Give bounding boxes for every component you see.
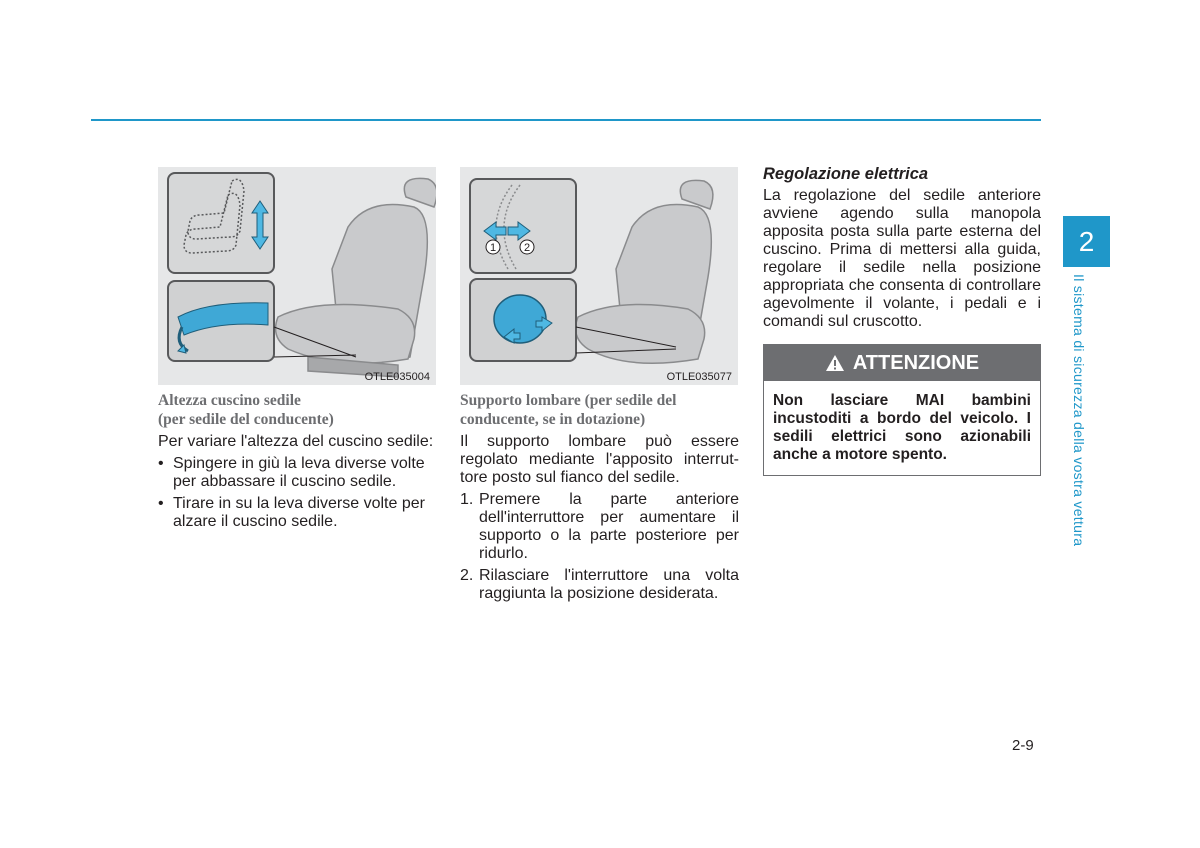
seat-height-illustration [158,167,436,385]
electric-adjustment-section [763,165,1041,331]
lumbar-support-illustration [460,167,738,385]
section-title: Regolazione elettrica [763,165,929,183]
lumbar-support-figure [460,167,738,385]
warning-header [764,345,1040,381]
list-item: 2. Rilasciare l'interruttore una volta raggiunta la posizione desiderata. [460,567,739,602]
chapter-tab: 2 [1063,216,1110,267]
callout-1: 1 [489,242,497,254]
page-number: 2-9 [1012,737,1034,754]
list-item: • Spingere in giù la leva diverse volte per abbassare il cuscino sedile. [158,455,437,491]
list-item: 1. Premere la parte anteriore dell'interruttore per aumentare il supporto o la parte posteriore per ridurlo. [460,491,739,562]
section-intro: Per variare l'altezza del cuscino sedile: [158,433,434,450]
list-item: • Tirare in su la leva diverse volte per alzare il cuscino sedile. [158,495,437,531]
lumbar-support-section [460,391,739,607]
chapter-title: Il sistema di sicurezza della vostra vettura [1071,274,1087,547]
section-intro: Il supporto lombare può essere regolato mediante l'apposito interrut-tore posto sul fianco del sedile. [460,433,739,486]
figure-code: OTLE035004 [364,371,430,383]
warning-label: ATTENZIONE [852,351,980,374]
callout-2: 2 [523,242,531,254]
warning-box [763,344,1041,476]
section-body: La regolazione del sedile anteriore avviene agendo sulla manopola apposita posta sulla parte esterna del cuscino. Prima di mettersi alla guida, regolare il sedile nella posizione appropriata che consenta di controllare agevolmente il volante, i pedali e i comandi sul cruscotto. [763,187,1041,330]
seat-drawing [576,180,713,363]
header-rule [91,119,1041,121]
seat-drawing [276,178,436,377]
warning-triangle-icon [825,354,845,372]
section-heading: Supporto lombare (per sedile del conducente, se in dotazione) [460,392,677,428]
section-heading: Altezza cuscino sedile (per sedile del conducente) [158,392,334,428]
bullet-list [158,455,437,531]
figure-code: OTLE035077 [666,371,732,383]
warning-text: Non lasciare MAI bambini incustoditi a bordo del veicolo. I sedili elettrici sono azionabili anche a motore spento. [773,392,1031,463]
seat-height-figure [158,167,436,385]
seat-height-section [158,391,437,535]
step-list [460,491,739,603]
